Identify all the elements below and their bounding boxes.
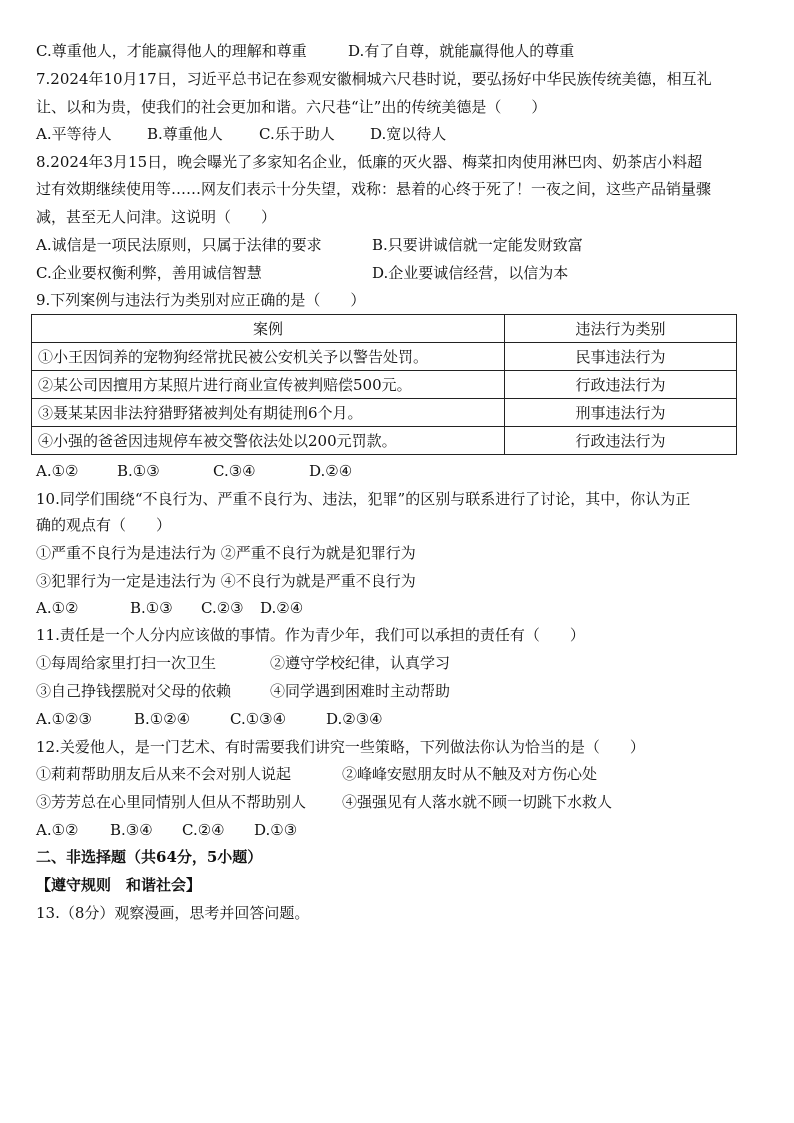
table-cell-case: ②某公司因擅用方某照片进行商业宣传被判赔偿500元。 [32,371,505,399]
table-cell-category: 行政违法行为 [505,371,737,399]
table-cell-case: ④小强的爸爸因违规停车被交警依法处以200元罚款。 [32,427,505,455]
q8-option-b: B.只要讲诚信就一定能发财致富 [372,236,583,254]
table-header-case: 案例 [32,315,505,343]
table-cell-category: 刑事违法行为 [505,399,737,427]
q11-statement-3: ③自己挣钱摆脱对父母的依赖 [36,682,232,700]
table-cell-category: 行政违法行为 [505,427,737,455]
table-cell-case: ③聂某某因非法狩猎野猪被判处有期徒刑6个月。 [32,399,505,427]
q8-stem-line3: 减，甚至无人问津。这说明（ ） [36,208,277,226]
q8-option-d: D.企业要诚信经营，以信为本 [372,264,569,282]
q10-stem-line2: 确的观点有（ ） [36,516,172,534]
q8-option-a: A.诚信是一项民法原则，只属于法律的要求 [36,236,322,254]
q8-stem-line1: 8.2024年3月15日，晚会曝光了多家知名企业，低廉的灭火器、梅菜扣肉使用淋巴肉、奶茶店小料超 [36,153,703,171]
q12-option-d: D.①③ [254,821,298,839]
table-row [32,371,737,399]
q9-option-a: A.①② [36,462,79,480]
q12-option-b: B.③④ [110,821,153,839]
q9-option-c: C.③④ [213,462,256,480]
q12-statement-1: ①莉莉帮助朋友后从来不会对别人说起 [36,765,292,783]
q7-stem-line1: 7.2024年10月17日，习近平总书记在参观安徽桐城六尺巷时说，要弘扬好中华民族传统美德，相互礼 [36,70,712,88]
q12-option-a: A.①② [36,821,79,839]
q12-statement-4: ④强强见有人落水就不顾一切跳下水救人 [342,793,613,811]
q7-option-c: C.乐于助人 [259,125,335,143]
q11-option-c: C.①③④ [230,710,287,728]
q9-table [31,314,737,455]
table-cell-case: ①小王因饲养的宠物狗经常扰民被公安机关予以警告处罚。 [32,343,505,371]
q11-option-b: B.①②④ [134,710,191,728]
table-row [32,343,737,371]
q7-option-b: B.尊重他人 [147,125,223,143]
q11-option-a: A.①②③ [36,710,92,728]
q12-statement-3: ③芳芳总在心里同情别人但从不帮助别人 [36,793,307,811]
q6-option-d: D.有了自尊，就能赢得他人的尊重 [348,42,575,60]
q9-option-b: B.①③ [117,462,160,480]
q7-option-d: D.宽以待人 [370,125,447,143]
q11-statement-4: ④同学遇到困难时主动帮助 [270,682,451,700]
table-row [32,399,737,427]
q11-stem: 11.责任是一个人分内应该做的事情。作为青少年，我们可以承担的责任有（ ） [36,626,585,644]
table-header-row [32,315,737,343]
q12-statement-2: ②峰峰安慰朋友时从不触及对方伤心处 [342,765,598,783]
q8-option-c: C.企业要权衡利弊，善用诚信智慧 [36,264,262,282]
q10-statements-2: ③犯罪行为一定是违法行为 ④不良行为就是严重不良行为 [36,572,416,590]
q12-option-c: C.②④ [182,821,225,839]
q7-option-a: A.平等待人 [36,125,112,143]
q10-option-d: D.②④ [260,599,304,617]
q11-statement-1: ①每周给家里打扫一次卫生 [36,654,217,672]
q10-option-a: A.①② [36,599,79,617]
q10-statements-1: ①严重不良行为是违法行为 ②严重不良行为就是犯罪行为 [36,544,416,562]
q6-option-c: C.尊重他人，才能赢得他人的理解和尊重 [36,42,307,60]
section2-topic: 【遵守规则 和谐社会】 [36,876,202,894]
q11-statement-2: ②遵守学校纪律，认真学习 [270,654,451,672]
table-row [32,427,737,455]
q11-option-d: D.②③④ [326,710,383,728]
q8-stem-line2: 过有效期继续使用等……网友们表示十分失望，戏称：悬着的心终于死了！一夜之间，这些产品销量骤 [36,180,712,198]
q10-option-b: B.①③ [130,599,173,617]
section2-heading: 二、非选择题（共64分，5小题） [36,848,263,866]
q7-stem-line2: 让、以和为贵，使我们的社会更加和谐。六尺巷“让”出的传统美德是（ ） [36,98,547,116]
table-header-category: 违法行为类别 [505,315,737,343]
q13-stem: 13.（8分）观察漫画，思考并回答问题。 [36,904,310,922]
q9-option-d: D.②④ [309,462,353,480]
q9-stem: 9.下列案例与违法行为类别对应正确的是（ ） [36,291,366,309]
q10-stem-line1: 10.同学们围绕“不良行为、严重不良行为、违法，犯罪”的区别与联系进行了讨论，其中，你认为正 [36,490,691,508]
q10-option-c: C.②③ [201,599,244,617]
q12-stem: 12.关爱他人，是一门艺术、有时需要我们讲究一些策略，下列做法你认为恰当的是（ ） [36,738,645,756]
table-cell-category: 民事违法行为 [505,343,737,371]
